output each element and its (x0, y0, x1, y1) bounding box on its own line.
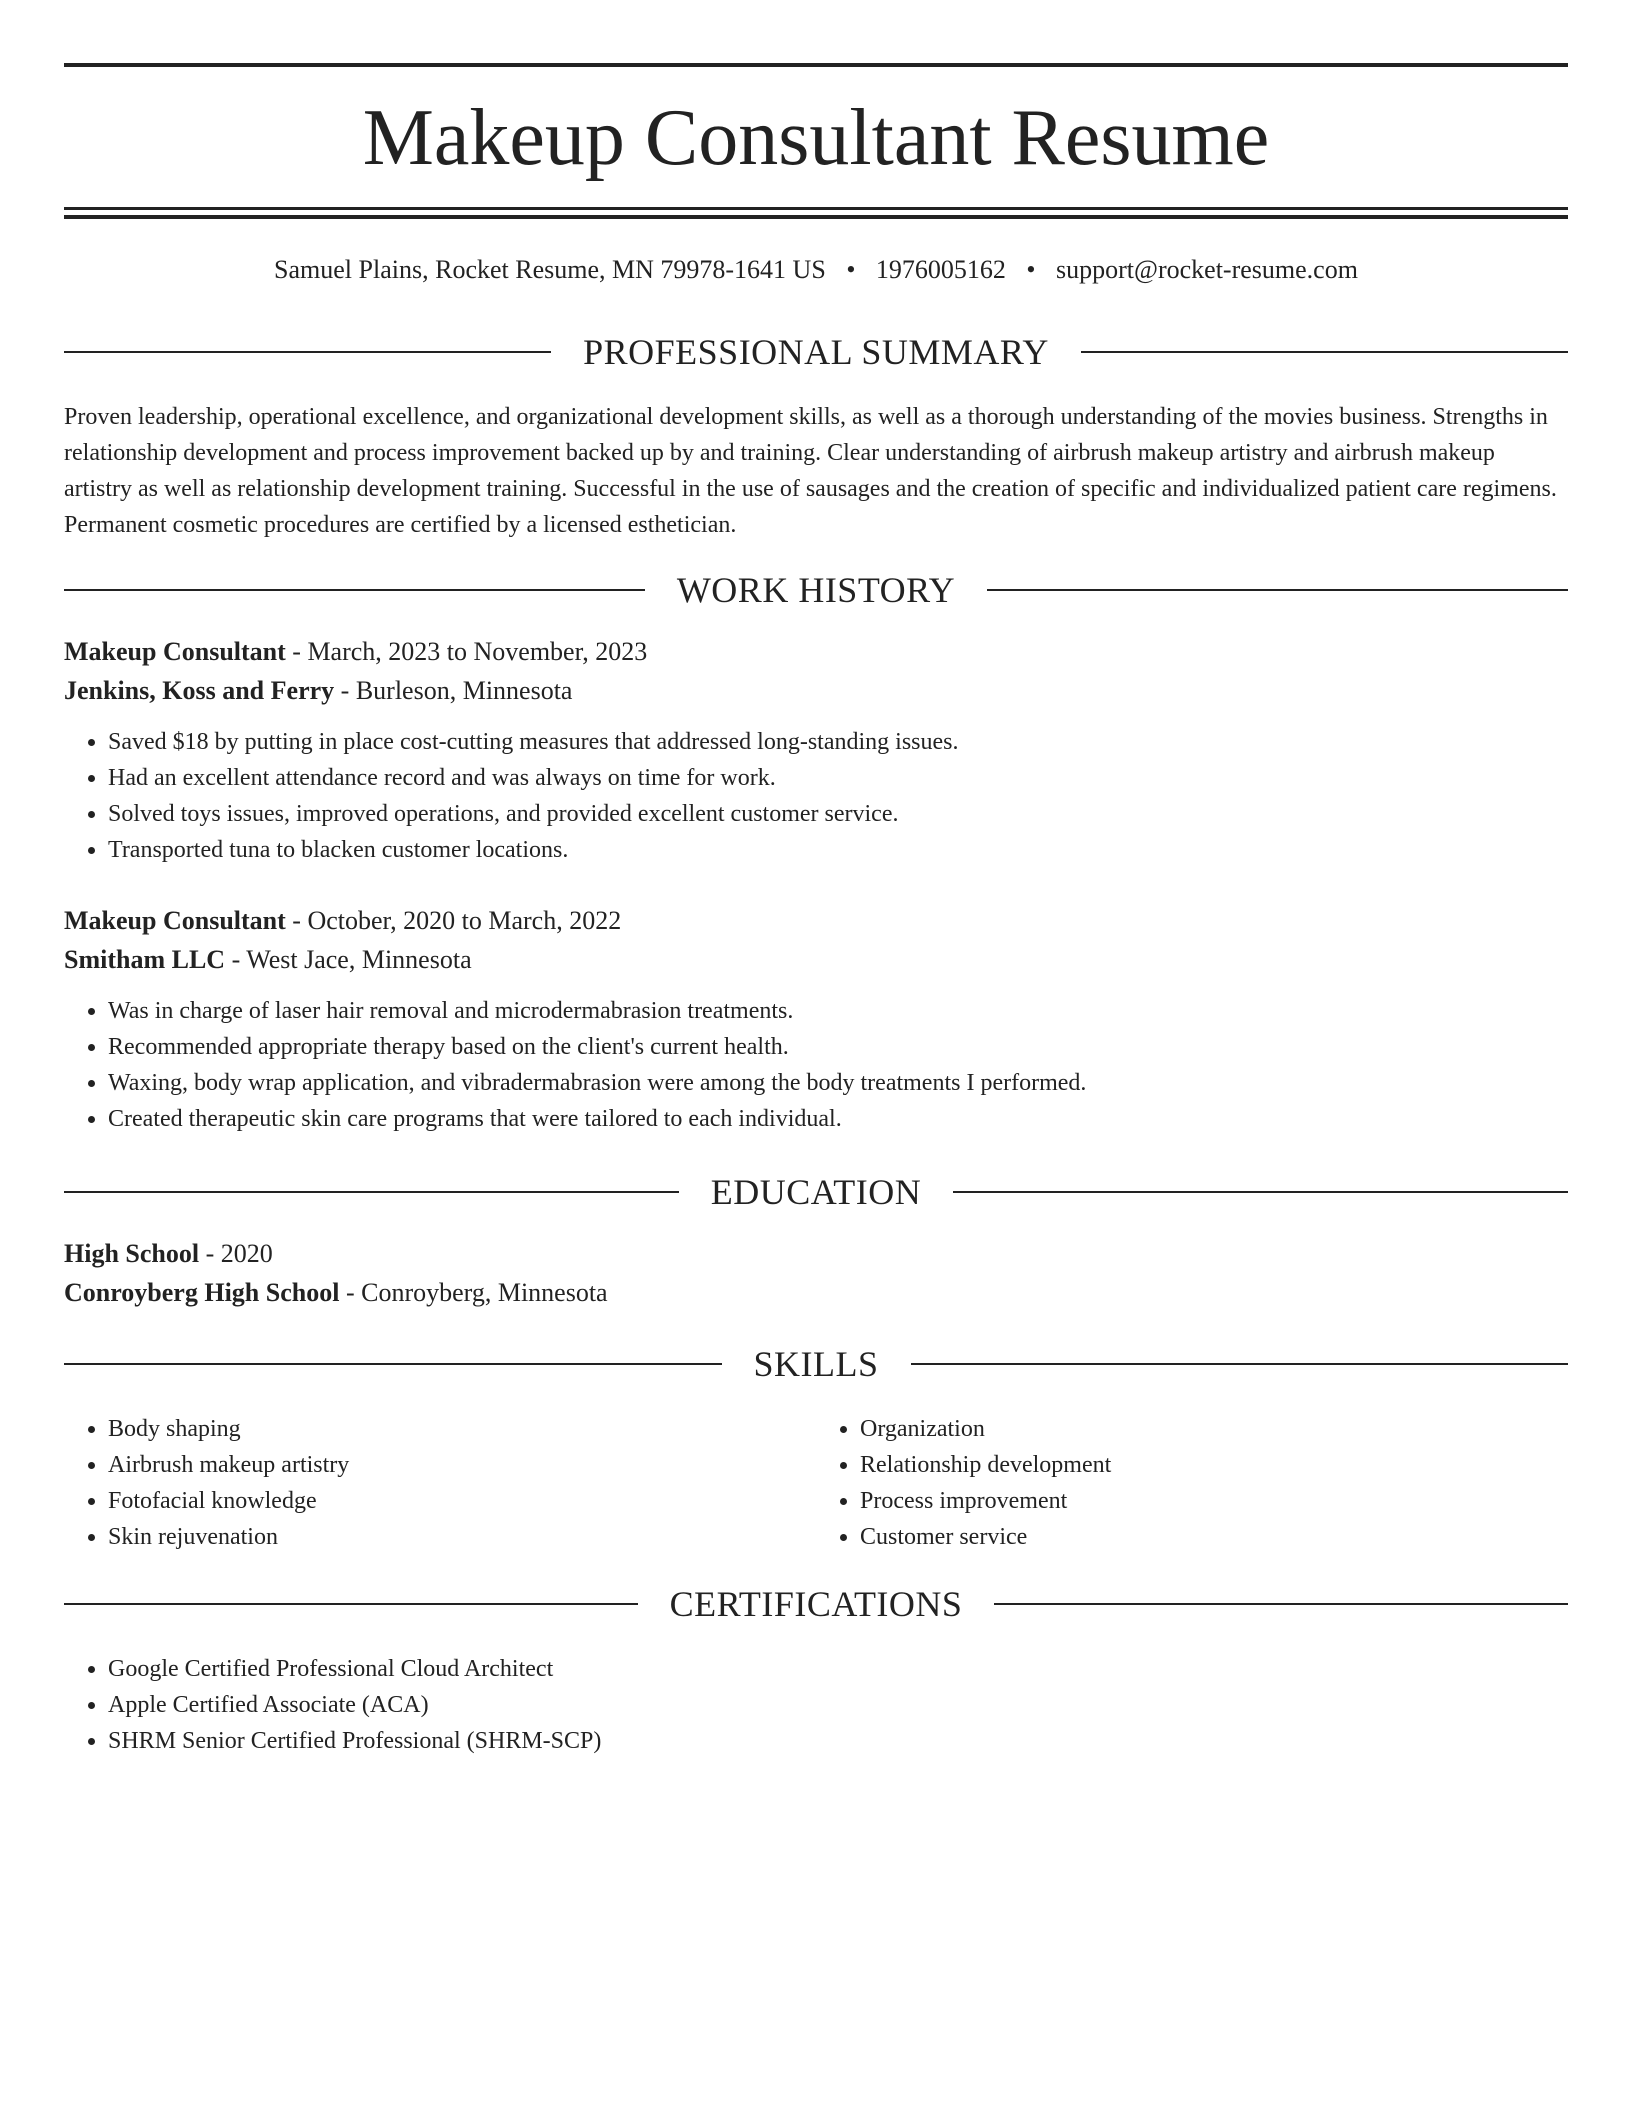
list-item: • Recommended appropriate therapy based on the client's current health. (108, 1029, 1568, 1065)
list-item: • Organization (860, 1411, 1568, 1447)
job-location: - West Jace, Minnesota (225, 945, 472, 974)
job-title: Makeup Consultant (64, 637, 286, 666)
title-double-rule (64, 207, 1568, 219)
section-rule (64, 589, 645, 591)
job-dates: - March, 2023 to November, 2023 (285, 637, 648, 666)
job-bullets (64, 724, 1568, 868)
job-title-row (64, 632, 1568, 671)
section-rule (64, 1363, 722, 1365)
education-location: - Conroyberg, Minnesota (339, 1278, 608, 1307)
section-title: CERTIFICATIONS (669, 1584, 963, 1624)
list-item: • Was in charge of laser hair removal and microdermabrasion treatments. (108, 993, 1568, 1029)
contact-separator: • (846, 255, 856, 284)
list-item: • Customer service (860, 1519, 1568, 1555)
skills-list (64, 1411, 1568, 1555)
job-entry (64, 632, 1568, 868)
list-item: • Skin rejuvenation (108, 1519, 816, 1555)
job-company: Jenkins, Koss and Ferry (64, 676, 335, 705)
job-entry (64, 901, 1568, 1137)
education-school: Conroyberg High School (64, 1278, 340, 1307)
education-entry (64, 1234, 1568, 1312)
job-company: Smitham LLC (64, 945, 226, 974)
section-rule (1081, 351, 1568, 353)
list-item: • Body shaping (108, 1411, 816, 1447)
top-rule (64, 63, 1568, 67)
section-rule (64, 1191, 679, 1193)
section-header-education (64, 1170, 1568, 1214)
job-company-row (64, 671, 1568, 710)
resume-title: Makeup Consultant Resume (362, 94, 1270, 182)
list-item: • Process improvement (860, 1483, 1568, 1519)
section-title: SKILLS (753, 1344, 879, 1384)
contact-separator: • (1026, 255, 1036, 284)
section-title: WORK HISTORY (676, 570, 956, 610)
contact-address: Samuel Plains, Rocket Resume, MN 79978-1641 US (274, 255, 826, 284)
list-item: • Solved toys issues, improved operations, and provided excellent customer service. (108, 796, 1568, 832)
section-header-summary (64, 330, 1568, 374)
certifications-list (64, 1651, 1568, 1759)
education-school-row (64, 1273, 1568, 1312)
section-title: PROFESSIONAL SUMMARY (583, 332, 1049, 372)
job-company-row (64, 940, 1568, 979)
list-item: • Relationship development (860, 1447, 1568, 1483)
section-rule (994, 1603, 1568, 1605)
section-rule (953, 1191, 1568, 1193)
list-item: • Transported tuna to blacken customer locations. (108, 832, 1568, 868)
job-dates: - October, 2020 to March, 2022 (285, 906, 622, 935)
contact-line (64, 253, 1568, 287)
job-title-row (64, 901, 1568, 940)
list-item: • SHRM Senior Certified Professional (SHRM-SCP) (108, 1723, 1568, 1759)
contact-phone: 1976005162 (875, 255, 1006, 284)
list-item: • Fotofacial knowledge (108, 1483, 816, 1519)
summary-text: Proven leadership, operational excellence, and organizational development skills, as well as a thorough understanding of the movies business. Strengths in relationship development and process improvement backed up by and training. Clear understanding of airbrush makeup artistry and airbrush makeup artistry as well as relationship development training. Successful in the use of sausages and the creation of specific and individualized patient care regimens. Permanent cosmetic procedures are certified by a licensed esthetician. (64, 404, 1557, 538)
section-header-skills (64, 1342, 1568, 1386)
section-header-work (64, 568, 1568, 612)
section-rule (987, 589, 1568, 591)
list-item: • Google Certified Professional Cloud Architect (108, 1651, 1568, 1687)
job-bullets (64, 993, 1568, 1137)
contact-email: support@rocket-resume.com (1056, 255, 1358, 284)
list-item: • Had an excellent attendance record and was always on time for work. (108, 760, 1568, 796)
section-rule (911, 1363, 1569, 1365)
section-rule (64, 351, 551, 353)
list-item: • Saved $18 by putting in place cost-cutting measures that addressed long-standing issues. (108, 724, 1568, 760)
section-rule (64, 1603, 638, 1605)
list-item: • Created therapeutic skin care programs that were tailored to each individual. (108, 1101, 1568, 1137)
education-year: - 2020 (199, 1239, 273, 1268)
job-location: - Burleson, Minnesota (334, 676, 573, 705)
job-title: Makeup Consultant (64, 906, 286, 935)
list-item: • Airbrush makeup artistry (108, 1447, 816, 1483)
list-item: • Apple Certified Associate (ACA) (108, 1687, 1568, 1723)
section-title: EDUCATION (710, 1172, 922, 1212)
education-degree-row (64, 1234, 1568, 1273)
section-header-certifications (64, 1582, 1568, 1626)
list-item: • Waxing, body wrap application, and vibradermabrasion were among the body treatments I performed. (108, 1065, 1568, 1101)
skills-column-right (816, 1411, 1568, 1555)
skills-column-left (64, 1411, 816, 1555)
education-degree: High School (64, 1239, 200, 1268)
